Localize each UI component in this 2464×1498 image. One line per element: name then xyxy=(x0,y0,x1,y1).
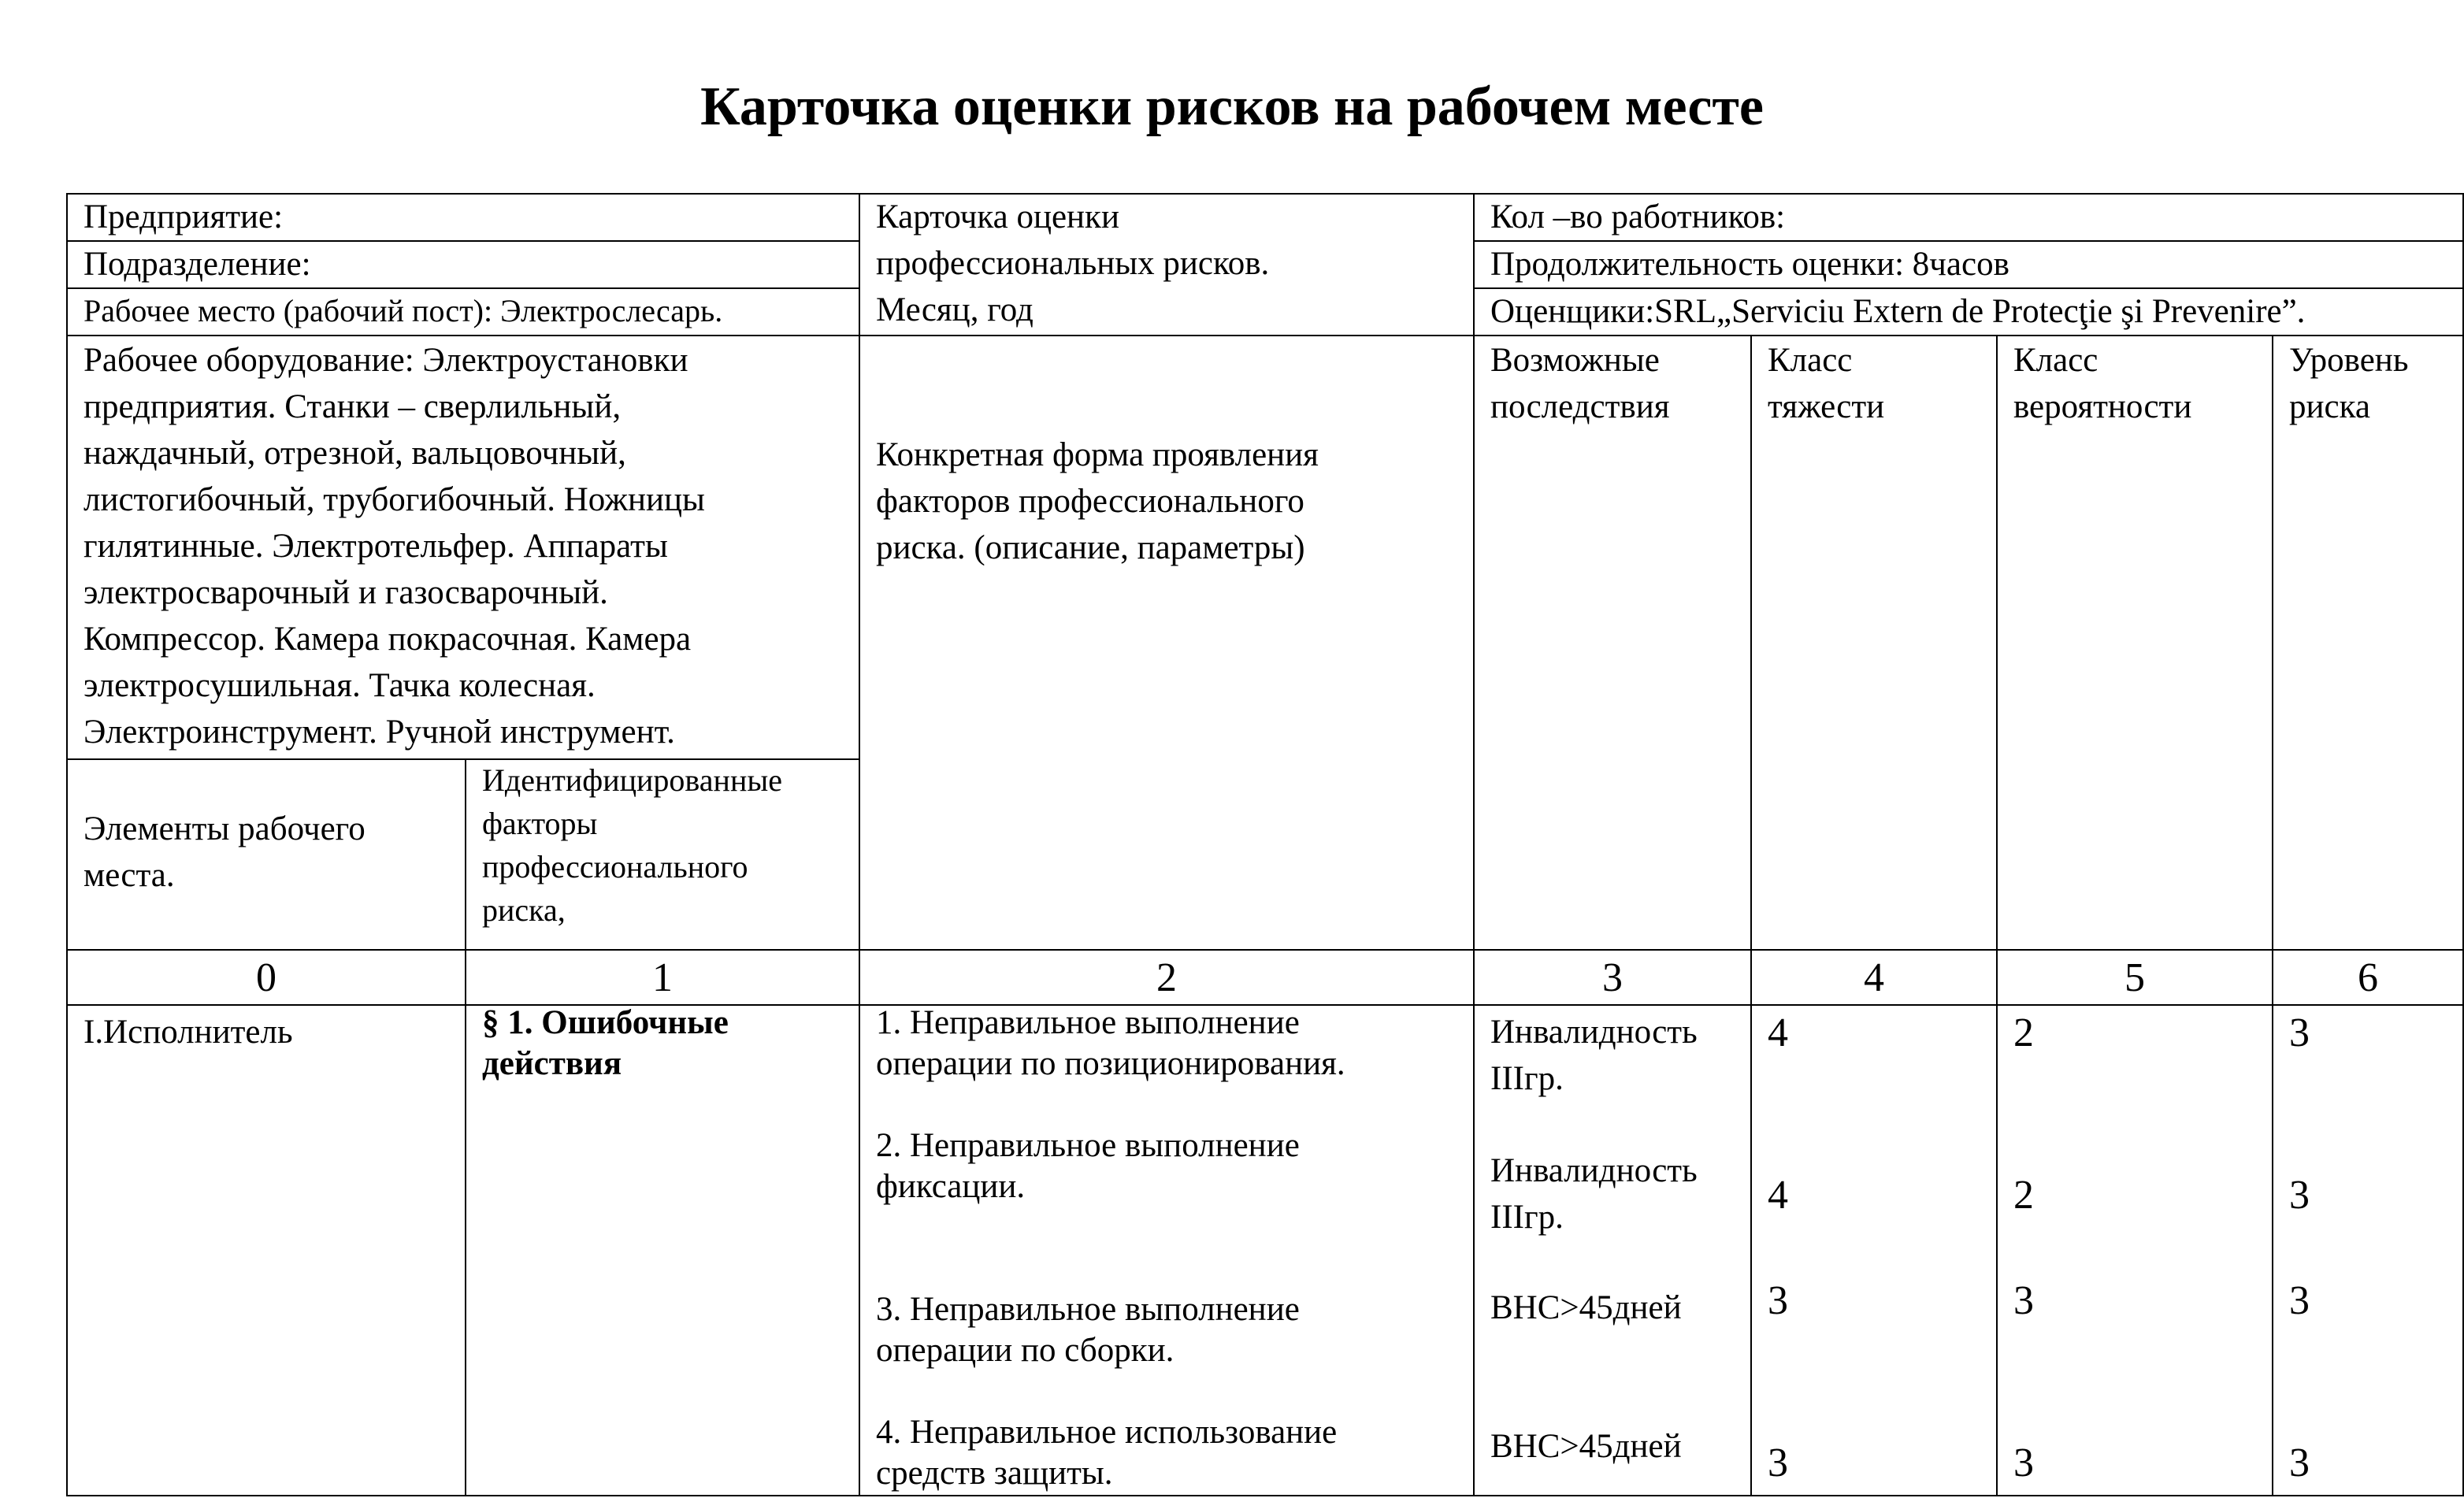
column-number-0: 0 xyxy=(256,955,276,1000)
consequences-heading: Возможные последствия xyxy=(1490,342,1670,425)
workplace-label: Рабочее место (рабочий пост): Электрослесарь. xyxy=(83,293,723,328)
elements-heading: Элементы рабочего места. xyxy=(83,810,366,894)
risk-form-4: 4. Неправильное использование средств защиты. xyxy=(876,1414,1338,1492)
probability-2: 2 xyxy=(2013,1173,2034,1218)
severity-1: 4 xyxy=(1768,1010,1788,1055)
department-label: Подразделение: xyxy=(83,246,311,283)
risk-2: 3 xyxy=(2289,1173,2310,1218)
column-number-6: 6 xyxy=(2358,955,2378,1000)
column-number-1: 1 xyxy=(652,955,673,1000)
element-executor: I.Исполнитель xyxy=(83,1014,293,1051)
severity-4: 3 xyxy=(1768,1441,1788,1485)
column-number-2: 2 xyxy=(1156,955,1177,1000)
duration-label: Продолжительность оценки: 8часов xyxy=(1490,246,2009,283)
body-cell-4 xyxy=(1750,1004,1998,1496)
concrete-form-heading-cell xyxy=(859,335,1475,951)
body-cell-0 xyxy=(66,1004,466,1496)
concrete-form-heading: Конкретная форма проявления факторов профессионального риска. (описание, параметры) xyxy=(876,436,1319,566)
risk-1: 3 xyxy=(2289,1010,2310,1055)
probability-3: 3 xyxy=(2013,1278,2034,1323)
factors-heading: Идентифицированные факторы профессионального риска, xyxy=(482,762,782,928)
assessors-label: Оценщики:SRL„Serviciu Extern de Protecţie şi Prevenire”. xyxy=(1490,293,2306,330)
enterprise-label: Предприятие: xyxy=(83,198,284,235)
probability-heading: Класс вероятности xyxy=(2013,342,2192,425)
risk-3: 3 xyxy=(2289,1278,2310,1323)
body-cell-6 xyxy=(2272,1004,2464,1496)
consequence-3: ВНС>45дней xyxy=(1490,1289,1682,1326)
probability-4: 3 xyxy=(2013,1441,2034,1485)
column-number-5: 5 xyxy=(2124,955,2145,1000)
factor-erroneous-actions: § 1. Ошибочные действия xyxy=(482,1004,729,1082)
consequence-1: Инвалидность IIIгр. xyxy=(1490,1014,1698,1097)
risk-form-1: 1. Неправильное выполнение операции по позиционирования. xyxy=(876,1004,1345,1082)
workers-count-label: Кол –во работников: xyxy=(1490,198,1786,235)
equipment-text: Рабочее оборудование: Электроустановки предприятия. Станки – сверлильный, наждачный, отрезной, вальцовочный, листогибочный, трубогибочный. Ножницы гилятинные. Электротельфер. Аппараты электросварочный и газосварочный. Компрессор. Камера покрасочная. Камера электросушильная. Тачка колесная. Электроинструмент. Ручной инструмент. xyxy=(83,342,705,751)
severity-2: 4 xyxy=(1768,1173,1788,1218)
page-title: Карточка оценки рисков на рабочем месте xyxy=(700,76,1764,137)
risk-form-3: 3. Неправильное выполнение операции по сборки. xyxy=(876,1291,1300,1369)
body-cell-5 xyxy=(1996,1004,2273,1496)
risk-assessment-table xyxy=(66,193,2464,1496)
risk-4: 3 xyxy=(2289,1441,2310,1485)
risk-form-2: 2. Неправильное выполнение фиксации. xyxy=(876,1127,1300,1205)
consequence-2: Инвалидность IIIгр. xyxy=(1490,1152,1698,1236)
risk-level-heading: Уровень риска xyxy=(2289,342,2409,425)
column-number-3: 3 xyxy=(1602,955,1623,1000)
column-number-4: 4 xyxy=(1864,955,1884,1000)
consequence-4: ВНС>45дней xyxy=(1490,1428,1682,1465)
card-info: Карточка оценки профессиональных рисков. Месяц, год xyxy=(876,198,1270,328)
probability-1: 2 xyxy=(2013,1010,2034,1055)
severity-heading: Класс тяжести xyxy=(1768,342,1885,425)
severity-3: 3 xyxy=(1768,1278,1788,1323)
